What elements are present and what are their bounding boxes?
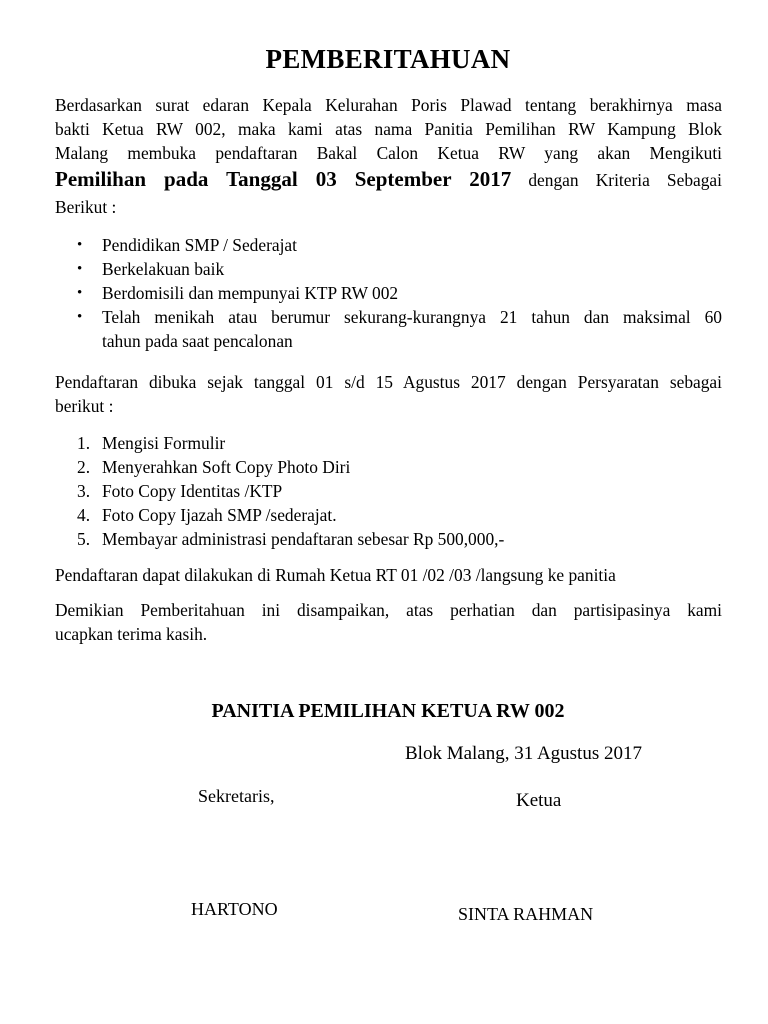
list-number: 5.	[77, 529, 91, 549]
list-item: 5. Membayar administrasi pendaftaran sebesar Rp 500,000,-	[77, 529, 505, 549]
closing-line: ucapkan terima kasih.	[55, 624, 208, 644]
location-paragraph	[55, 563, 722, 587]
intro-line-election-date	[55, 165, 722, 195]
intro-line: Malang membuka pendaftaran Bakal Calon Ketua RW yang akan Mengikuti	[55, 143, 722, 163]
committee-heading: PANITIA PEMILIHAN KETUA RW 002	[211, 700, 565, 722]
intro-line: bakti Ketua RW 002, maka kami atas nama Panitia Pemilihan RW Kampung Blok	[55, 119, 722, 139]
closing-paragraph	[55, 598, 722, 646]
bullet-icon: •	[77, 237, 83, 253]
chair-name: SINTA RAHMAN	[458, 904, 594, 924]
location-line: Pendaftaran dapat dilakukan di Rumah Ketua RT 01 /02 /03 /langsung ke panitia	[55, 565, 616, 585]
bullet-icon: •	[77, 261, 83, 277]
list-item: 1. Mengisi Formulir	[77, 433, 226, 453]
list-number: 3.	[77, 481, 91, 501]
list-item: • Berdomisili dan mempunyai KTP RW 002	[77, 283, 399, 303]
criteria-list	[55, 233, 722, 353]
registration-line: berikut :	[55, 396, 114, 416]
registration-line: Pendaftaran dibuka sejak tanggal 01 s/d 15 Agustus 2017 dengan Persyaratan sebagai	[55, 372, 722, 392]
requirements-list	[55, 431, 722, 551]
list-item: • Berkelakuan baik	[77, 259, 225, 279]
bullet-icon: •	[77, 309, 83, 325]
intro-line: Berdasarkan surat edaran Kepala Kelurahan Poris Plawad tentang berakhirnya masa	[55, 95, 722, 115]
list-item: • Telah menikah atau berumur sekurang-kurangnya 21 tahun dan maksimal 60 tahun pada saat pencalonan	[77, 307, 722, 351]
closing-line: Demikian Pemberitahuan ini disampaikan, atas perhatian dan partisipasinya kami	[55, 600, 722, 620]
secretary-title: Sekretaris,	[198, 786, 275, 806]
chair-title: Ketua	[516, 790, 562, 811]
secretary-name: HARTONO	[191, 899, 278, 919]
intro-line: Berikut :	[55, 197, 117, 217]
list-number: 2.	[77, 457, 91, 477]
bullet-icon: •	[77, 285, 83, 301]
list-item: 4. Foto Copy Ijazah SMP /sederajat.	[77, 505, 337, 525]
election-date-emphasis: Pemilihan pada Tanggal 03 September 2017	[55, 167, 512, 191]
place-date: Blok Malang, 31 Agustus 2017	[405, 743, 642, 764]
page-title: PEMBERITAHUAN	[265, 44, 511, 74]
list-item: 2. Menyerahkan Soft Copy Photo Diri	[77, 457, 351, 477]
intro-paragraph	[55, 93, 722, 219]
registration-paragraph	[55, 370, 722, 418]
list-number: 1.	[77, 433, 91, 453]
intro-line-rest: dengan Kriteria Sebagai	[511, 170, 722, 190]
list-item: 3. Foto Copy Identitas /KTP	[77, 481, 283, 501]
list-number: 4.	[77, 505, 91, 525]
list-item: • Pendidikan SMP / Sederajat	[77, 235, 297, 255]
